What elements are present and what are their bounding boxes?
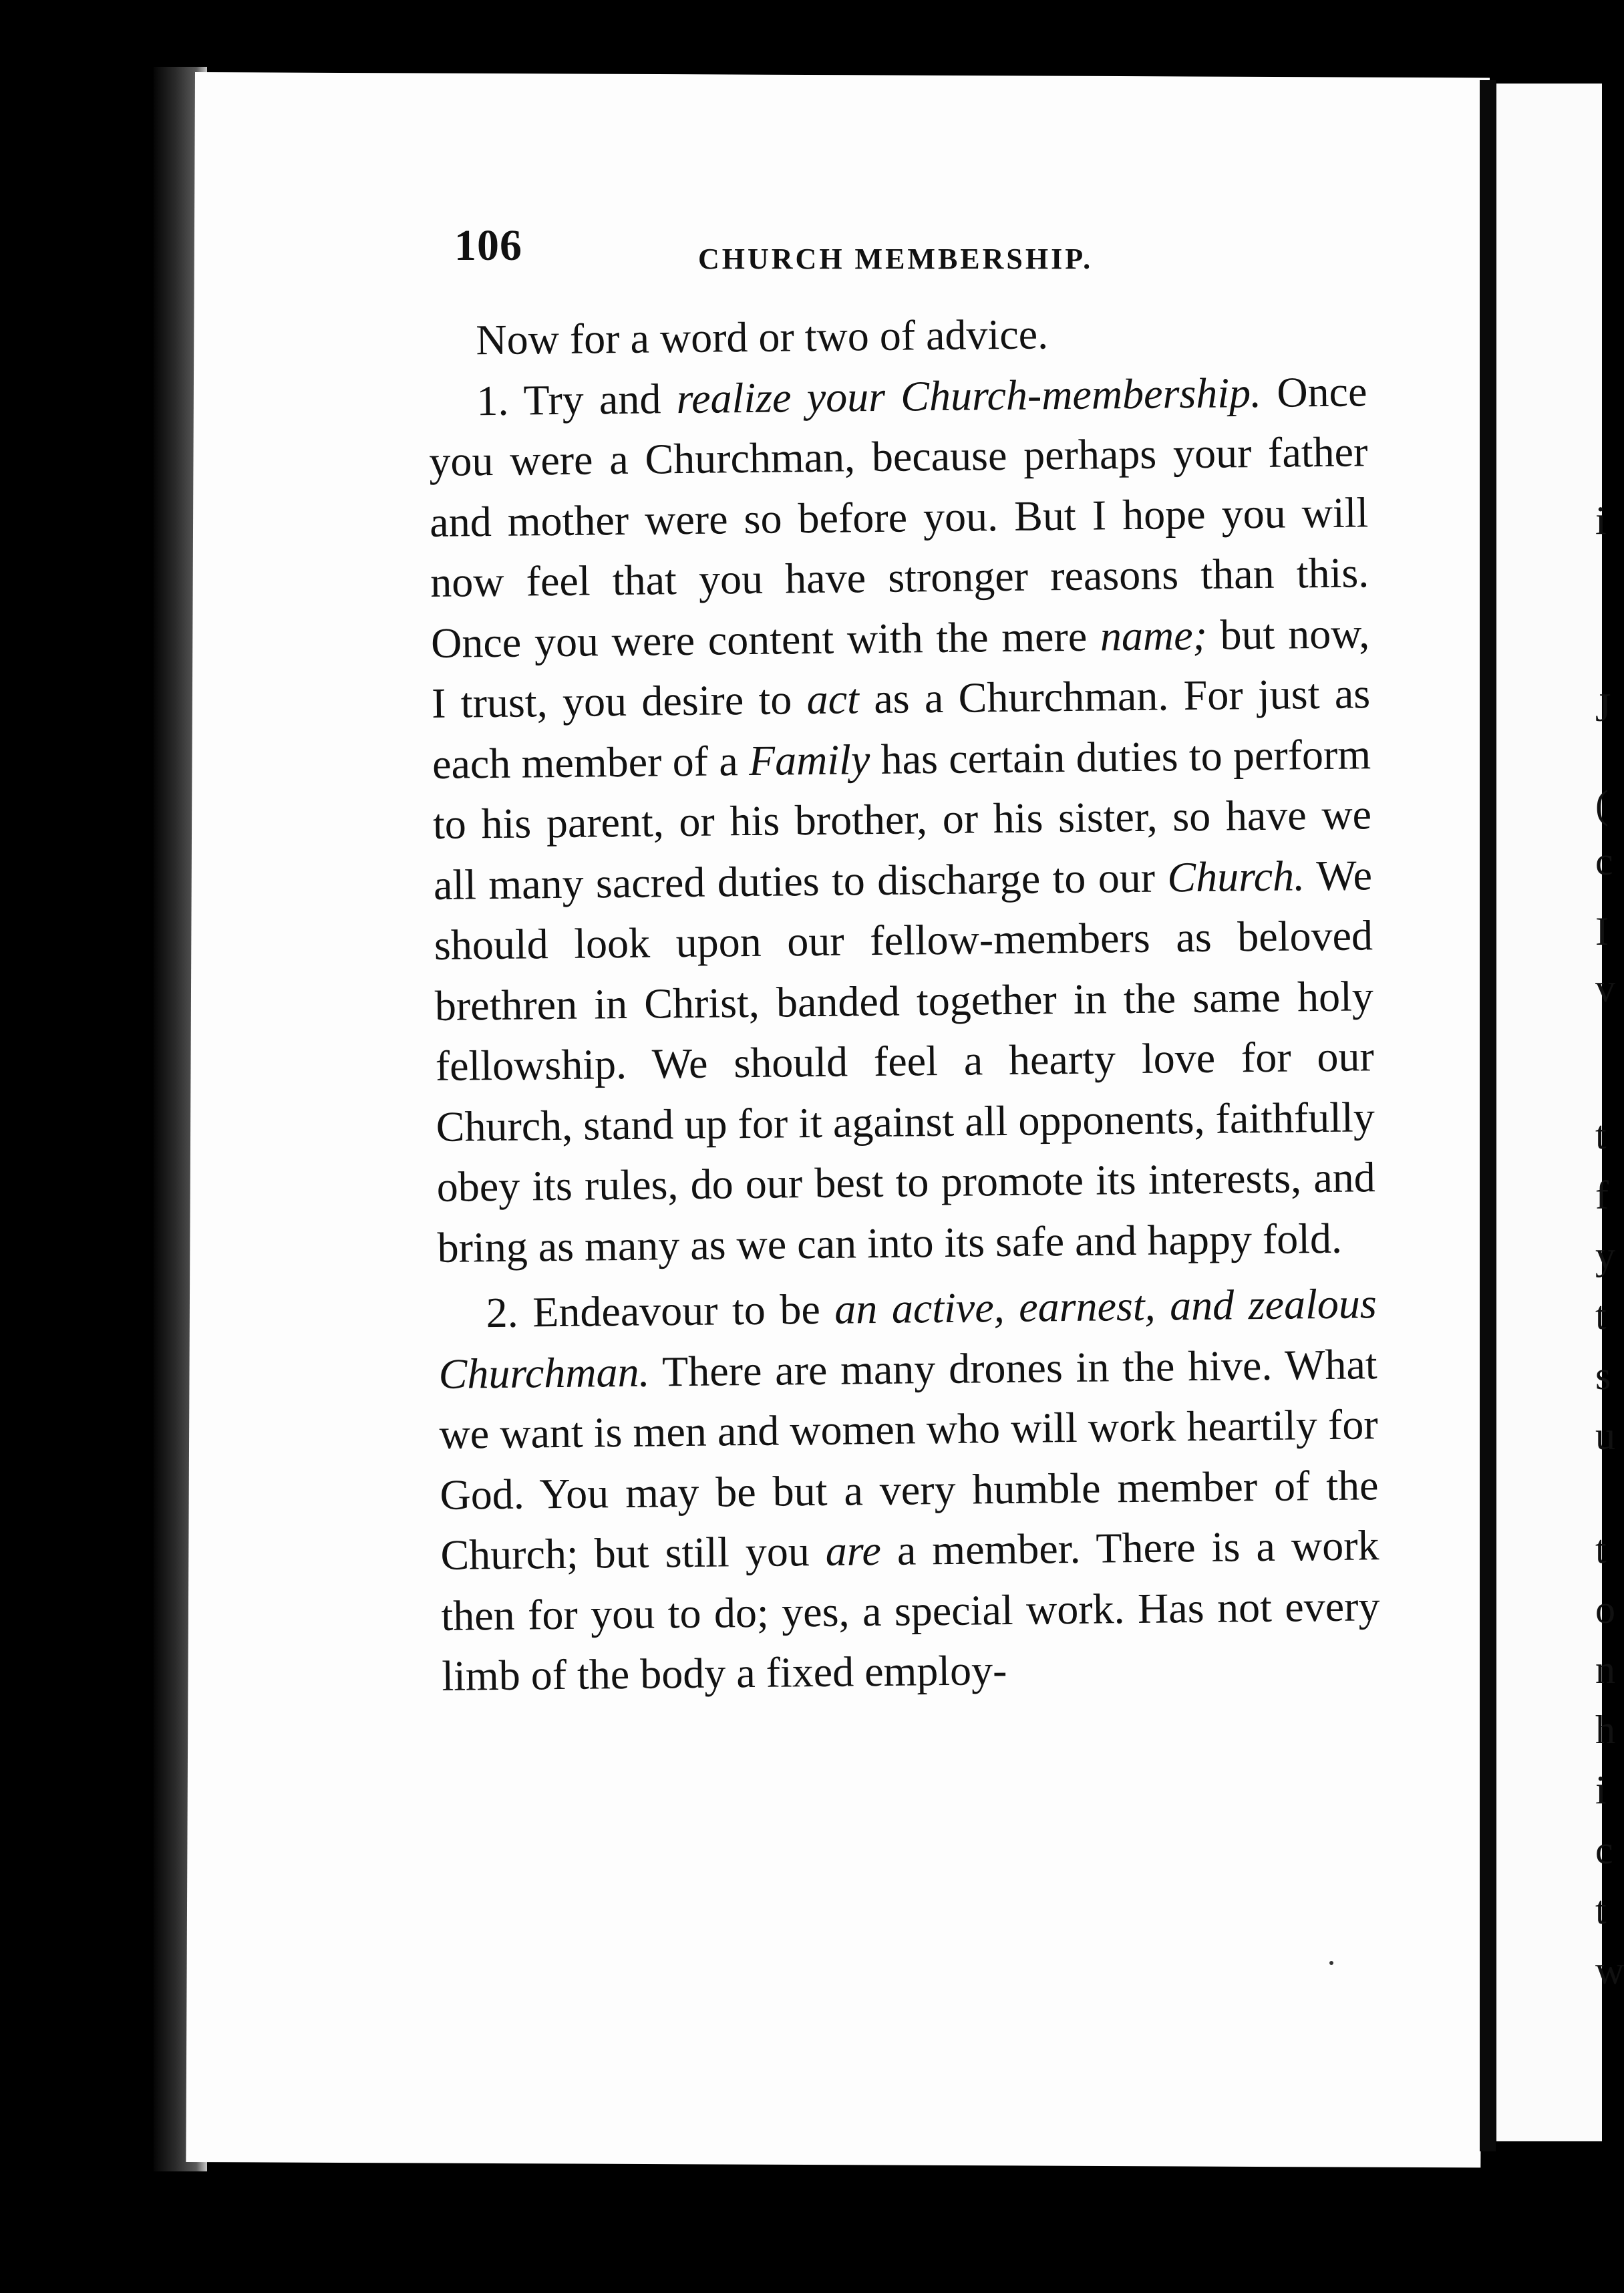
facing-page-char: s <box>1595 1354 1611 1398</box>
facing-page-char: t <box>1595 1888 1607 1932</box>
paragraph-text: There are many drones in the hive. What we want is men and women who will work heartily for God. You may be but a very humble member of the Church; but still you <box>439 1340 1379 1579</box>
intro-text: Now for a word or two of advice. <box>476 310 1049 364</box>
item-number: 2. <box>486 1288 519 1337</box>
paragraph-text: We should look upon our fellow-members as beloved brethren in Christ, banded together in the same holy fellowship. We should feel a hearty love for our Church, stand up for it against all opponents, faithfully obey its rules, do our best to promote its interests, and bring as many as we can into its safe and happy fold. <box>434 851 1376 1271</box>
page-body-text <box>428 301 1381 1706</box>
advice-item-2 <box>438 1273 1381 1706</box>
facing-page-char: v <box>1595 966 1615 1010</box>
facing-page-char: o <box>1595 1587 1615 1632</box>
page-number: 106 <box>454 221 522 270</box>
emphasis-text: act <box>806 675 860 724</box>
item-lead: Try and <box>523 374 661 424</box>
intro-paragraph <box>428 301 1367 371</box>
advice-item-1 <box>428 361 1376 1278</box>
item-heading: an active, earnest, and zealous Churchman. <box>438 1279 1377 1398</box>
paragraph-text: but now, I trust, you desire to <box>431 609 1370 727</box>
scan-speck <box>140 2201 148 2208</box>
paragraph-text: has certain duties to perform to his parent, or his brother, or his sister, so have we all many sacred duties to discharge to our <box>432 730 1372 909</box>
facing-page-char: i <box>1595 498 1607 543</box>
page-gutter <box>1480 80 1496 2151</box>
facing-page-char: i <box>1595 1768 1607 1812</box>
paragraph-text: a member. There is a work then for you to do; yes, a special work. Has not every limb of the body a fixed employ- <box>441 1521 1380 1700</box>
facing-page-char: t <box>1595 1113 1607 1157</box>
facing-page-char: J <box>1595 685 1611 730</box>
scan-speck <box>180 2205 186 2210</box>
facing-page-char: n <box>1595 1648 1615 1692</box>
facing-page-char: I <box>1595 909 1609 953</box>
paragraph-text: as a Churchman. For just as each member of a <box>432 669 1371 788</box>
emphasis-text: name; <box>1100 611 1208 659</box>
emphasis-text: Family <box>748 735 870 784</box>
facing-page-char: f <box>1595 1173 1609 1217</box>
paragraph-text: Once you were a Churchman, because perhaps your father and mother were so before you. But I hope you will now feel that you have stronger reasons than this. Once you were content with the mere <box>428 367 1369 667</box>
scan-speck <box>291 2205 295 2211</box>
facing-page-char: c <box>1595 839 1613 883</box>
item-lead: Endeavour to be <box>532 1285 821 1336</box>
item-heading: realize your Church-membership. <box>676 368 1262 422</box>
emphasis-text: are <box>825 1526 882 1575</box>
facing-page-char: t <box>1595 1293 1607 1338</box>
emphasis-text: Church. <box>1167 851 1305 901</box>
scan-speck <box>1329 1961 1333 1965</box>
facing-page-char: w <box>1595 1948 1624 1992</box>
facing-page-edge <box>1496 84 1624 2141</box>
facing-page-char: ( <box>1595 782 1609 826</box>
facing-page-char: h <box>1595 1708 1615 1752</box>
facing-page-char: c <box>1595 1828 1613 1872</box>
facing-page-char: t <box>1595 1527 1607 1571</box>
item-number: 1. <box>476 376 509 424</box>
facing-page-char: u <box>1595 1414 1615 1458</box>
facing-page-char: y <box>1595 1233 1615 1277</box>
running-head: CHURCH MEMBERSHIP. <box>698 243 1094 275</box>
